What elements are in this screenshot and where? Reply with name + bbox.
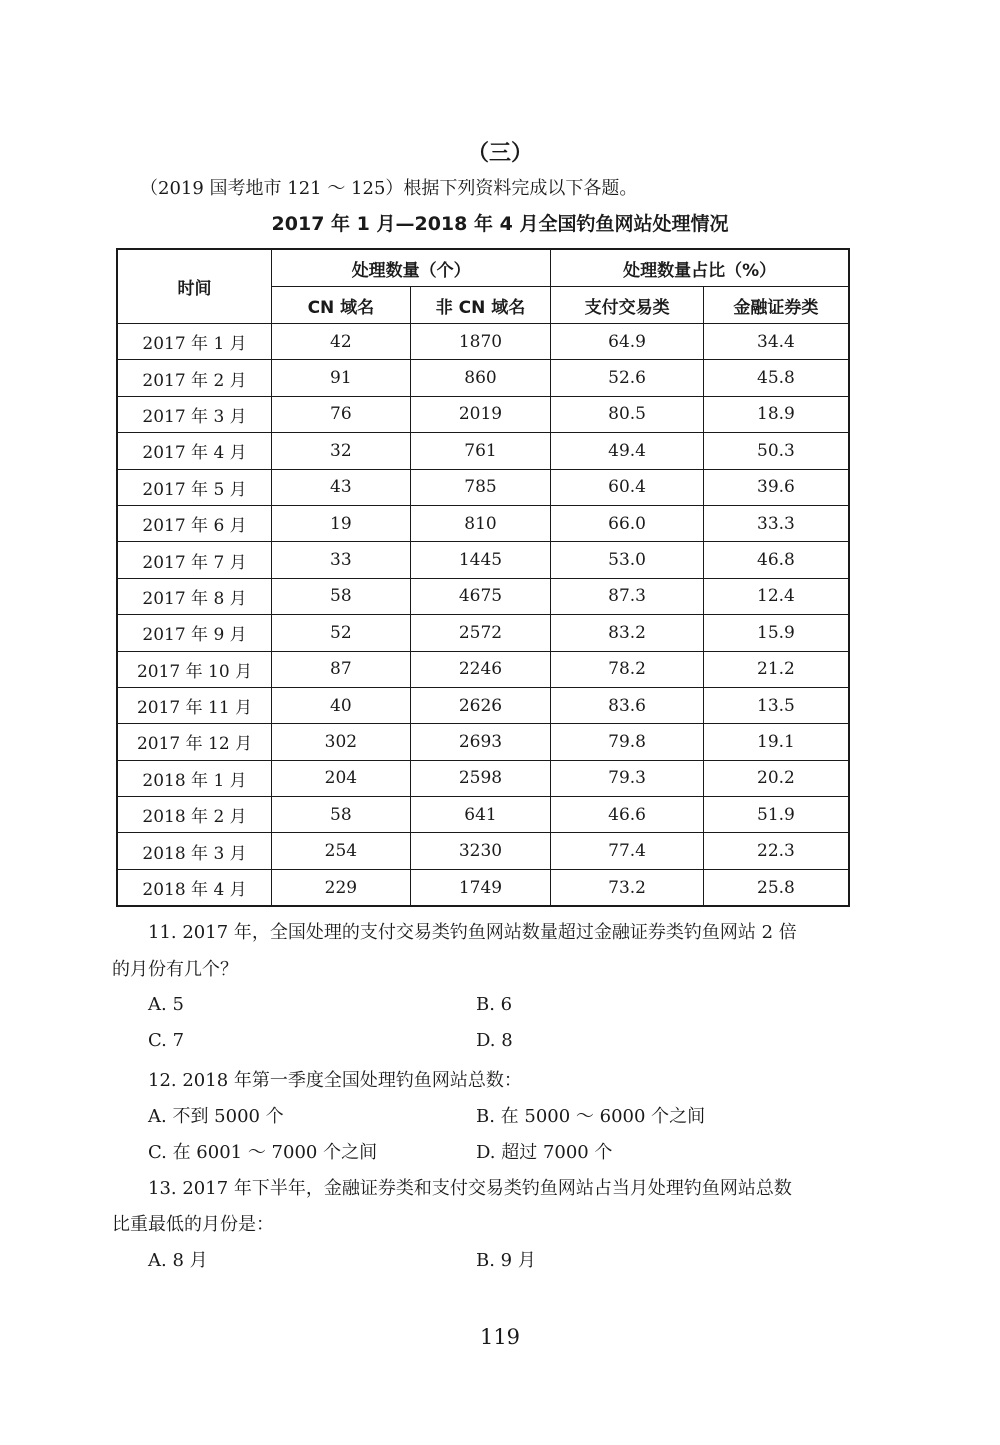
- question-11-option-d: D. 8: [476, 1030, 513, 1051]
- cell-finance-share: 19.1: [703, 724, 849, 760]
- cell-payment-share: 79.3: [551, 760, 704, 796]
- table-row: [117, 651, 849, 687]
- cell-payment-share: 49.4: [551, 433, 704, 469]
- cell-finance-share: 12.4: [703, 578, 849, 614]
- cell-time: 2017 年 1 月: [117, 324, 272, 360]
- cell-non-cn-domain: 1870: [410, 324, 551, 360]
- question-13-line2: 比重最低的月份是：: [112, 1214, 274, 1235]
- cell-time: 2018 年 4 月: [117, 869, 272, 906]
- cell-time: 2017 年 10 月: [117, 651, 272, 687]
- table-row: [117, 578, 849, 614]
- cell-finance-share: 46.8: [703, 542, 849, 578]
- cell-cn-domain: 42: [272, 324, 411, 360]
- cell-finance-share: 25.8: [703, 869, 849, 906]
- cell-time: 2018 年 3 月: [117, 833, 272, 869]
- cell-payment-share: 87.3: [551, 578, 704, 614]
- cell-finance-share: 13.5: [703, 687, 849, 723]
- header-cn-domain: CN 域名: [272, 287, 411, 324]
- question-11-option-b: B. 6: [476, 994, 513, 1015]
- table-row: [117, 724, 849, 760]
- intro-text: （2019 国考地市 121 ～ 125）根据下列资料完成以下各题。: [140, 178, 638, 199]
- cell-non-cn-domain: 2598: [410, 760, 551, 796]
- question-12-option-c: C. 在 6001 ～ 7000 个之间: [148, 1142, 378, 1163]
- cell-payment-share: 46.6: [551, 797, 704, 833]
- cell-non-cn-domain: 2626: [410, 687, 551, 723]
- cell-finance-share: 21.2: [703, 651, 849, 687]
- cell-cn-domain: 91: [272, 360, 411, 396]
- cell-cn-domain: 76: [272, 396, 411, 432]
- cell-payment-share: 83.2: [551, 615, 704, 651]
- cell-non-cn-domain: 4675: [410, 578, 551, 614]
- cell-non-cn-domain: 860: [410, 360, 551, 396]
- cell-payment-share: 80.5: [551, 396, 704, 432]
- cell-payment-share: 79.8: [551, 724, 704, 760]
- table-row: [117, 869, 849, 906]
- cell-time: 2017 年 5 月: [117, 469, 272, 505]
- header-time: 时间: [117, 249, 272, 324]
- cell-cn-domain: 58: [272, 578, 411, 614]
- cell-time: 2018 年 2 月: [117, 797, 272, 833]
- cell-non-cn-domain: 2019: [410, 396, 551, 432]
- cell-payment-share: 53.0: [551, 542, 704, 578]
- cell-time: 2017 年 4 月: [117, 433, 272, 469]
- cell-time: 2017 年 2 月: [117, 360, 272, 396]
- cell-cn-domain: 19: [272, 505, 411, 541]
- cell-non-cn-domain: 3230: [410, 833, 551, 869]
- cell-finance-share: 50.3: [703, 433, 849, 469]
- cell-finance-share: 33.3: [703, 505, 849, 541]
- cell-cn-domain: 43: [272, 469, 411, 505]
- cell-non-cn-domain: 785: [410, 469, 551, 505]
- cell-time: 2017 年 9 月: [117, 615, 272, 651]
- cell-non-cn-domain: 641: [410, 797, 551, 833]
- question-12-option-a: A. 不到 5000 个: [148, 1106, 284, 1127]
- table-row: [117, 687, 849, 723]
- question-11-option-c: C. 7: [148, 1030, 185, 1051]
- table-row: [117, 469, 849, 505]
- cell-time: 2017 年 3 月: [117, 396, 272, 432]
- cell-non-cn-domain: 2572: [410, 615, 551, 651]
- table-row: [117, 542, 849, 578]
- cell-time: 2017 年 12 月: [117, 724, 272, 760]
- table-row: [117, 833, 849, 869]
- cell-time: 2017 年 7 月: [117, 542, 272, 578]
- cell-finance-share: 20.2: [703, 760, 849, 796]
- cell-payment-share: 77.4: [551, 833, 704, 869]
- cell-non-cn-domain: 1749: [410, 869, 551, 906]
- cell-payment-share: 66.0: [551, 505, 704, 541]
- cell-cn-domain: 229: [272, 869, 411, 906]
- cell-finance-share: 51.9: [703, 797, 849, 833]
- cell-payment-share: 60.4: [551, 469, 704, 505]
- page-number: 119: [479, 1325, 521, 1349]
- cell-non-cn-domain: 810: [410, 505, 551, 541]
- section-heading: （三）: [466, 141, 533, 166]
- cell-time: 2017 年 8 月: [117, 578, 272, 614]
- table-body: [117, 324, 849, 907]
- cell-cn-domain: 302: [272, 724, 411, 760]
- cell-payment-share: 64.9: [551, 324, 704, 360]
- cell-payment-share: 73.2: [551, 869, 704, 906]
- question-12-line1: 12. 2018 年第一季度全国处理钓鱼网站总数：: [148, 1070, 522, 1091]
- cell-cn-domain: 87: [272, 651, 411, 687]
- header-payment: 支付交易类: [551, 287, 704, 324]
- table-row: [117, 360, 849, 396]
- cell-non-cn-domain: 1445: [410, 542, 551, 578]
- cell-finance-share: 18.9: [703, 396, 849, 432]
- question-11-option-a: A. 5: [148, 994, 184, 1015]
- cell-cn-domain: 254: [272, 833, 411, 869]
- table-row: [117, 615, 849, 651]
- question-11-line2: 的月份有几个？: [112, 959, 238, 980]
- cell-non-cn-domain: 2246: [410, 651, 551, 687]
- cell-cn-domain: 58: [272, 797, 411, 833]
- cell-cn-domain: 204: [272, 760, 411, 796]
- table-row: [117, 797, 849, 833]
- question-12-option-d: D. 超过 7000 个: [476, 1142, 613, 1163]
- table-row: [117, 505, 849, 541]
- table-title: 2017 年 1 月—2018 年 4 月全国钓鱼网站处理情况: [271, 213, 729, 235]
- question-12-option-b: B. 在 5000 ～ 6000 个之间: [476, 1106, 706, 1127]
- cell-time: 2017 年 11 月: [117, 687, 272, 723]
- cell-non-cn-domain: 2693: [410, 724, 551, 760]
- cell-cn-domain: 33: [272, 542, 411, 578]
- cell-cn-domain: 52: [272, 615, 411, 651]
- header-share-group: 处理数量占比（%）: [551, 249, 849, 287]
- table-row: [117, 324, 849, 360]
- header-finance: 金融证券类: [703, 287, 849, 324]
- cell-time: 2017 年 6 月: [117, 505, 272, 541]
- cell-finance-share: 22.3: [703, 833, 849, 869]
- question-11-line1: 11. 2017 年，全国处理的支付交易类钓鱼网站数量超过金融证券类钓鱼网站 2 倍: [148, 922, 797, 943]
- data-table: [116, 248, 850, 907]
- cell-finance-share: 15.9: [703, 615, 849, 651]
- header-non-cn-domain: 非 CN 域名: [410, 287, 551, 324]
- cell-payment-share: 78.2: [551, 651, 704, 687]
- cell-payment-share: 52.6: [551, 360, 704, 396]
- cell-non-cn-domain: 761: [410, 433, 551, 469]
- table-row: [117, 396, 849, 432]
- cell-finance-share: 34.4: [703, 324, 849, 360]
- cell-payment-share: 83.6: [551, 687, 704, 723]
- cell-finance-share: 45.8: [703, 360, 849, 396]
- cell-cn-domain: 40: [272, 687, 411, 723]
- cell-finance-share: 39.6: [703, 469, 849, 505]
- question-13-option-b: B. 9 月: [476, 1250, 536, 1271]
- table-row: [117, 433, 849, 469]
- cell-time: 2018 年 1 月: [117, 760, 272, 796]
- header-count-group: 处理数量（个）: [272, 249, 551, 287]
- question-13-line1: 13. 2017 年下半年，金融证券类和支付交易类钓鱼网站占当月处理钓鱼网站总数: [148, 1178, 792, 1199]
- table-row: [117, 760, 849, 796]
- question-13-option-a: A. 8 月: [148, 1250, 208, 1271]
- cell-cn-domain: 32: [272, 433, 411, 469]
